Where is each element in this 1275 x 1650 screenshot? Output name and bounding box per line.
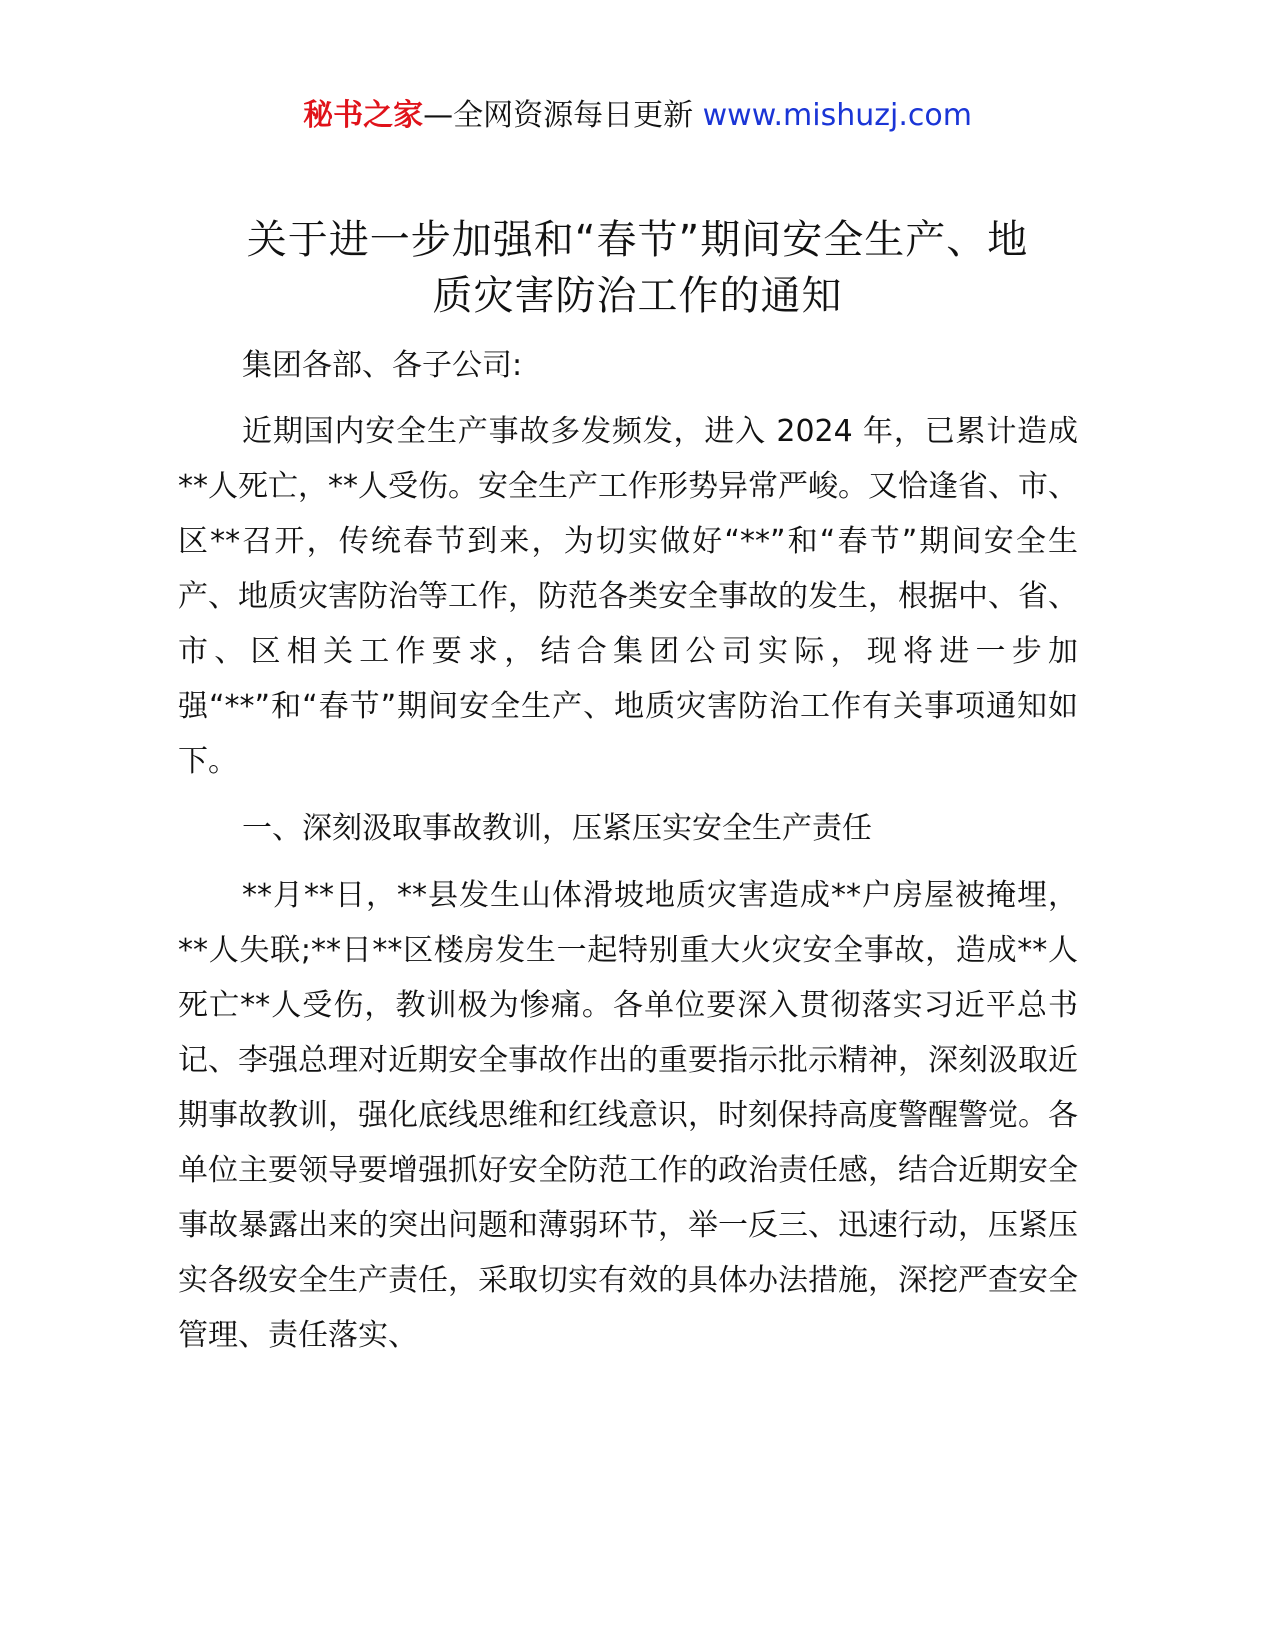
paragraph-intro: 近期国内安全生产事故多发频发，进入 2024 年，已累计造成**人死亡，**人受伤。安全生产工作形势异常严峻。又恰逢省、市、区**召开，传统春节到来，为切实做好“**”和“春节”期间安全生产、地质灾害防治等工作，防范各类安全事故的发生，根据中、省、市、区相关工作要求，结合集团公司实际，现将进一步加强“**”和“春节”期间安全生产、地质灾害防治工作有关事项通知如下。 [178, 414, 1078, 779]
title-line-1: 关于进一步加强和“春节”期间安全生产、地 [246, 217, 1029, 263]
site-url-link[interactable]: www.mishuzj.com [702, 98, 972, 133]
site-header [0, 96, 1275, 136]
section-heading-1: 一、深刻汲取事故教训，压紧压实安全生产责任 [242, 811, 872, 846]
header-tagline: —全网资源每日更新 [423, 98, 694, 133]
brand-name: 秘书之家 [303, 98, 424, 133]
paragraph-section-1: **月**日，**县发生山体滑坡地质灾害造成**户房屋被掩埋，**人失联;**日**区楼房发生一起特别重大火灾安全事故，造成**人死亡**人受伤，教训极为惨痛。各单位要深入贯彻落实习近平总书记、李强总理对近期安全事故作出的重要指示批示精神，深刻汲取近期事故教训，强化底线思维和红线意识，时刻保持高度警醒警觉。各单位主要领导要增强抓好安全防范工作的政治责任感，结合近期安全事故暴露出来的突出问题和薄弱环节，举一反三、迅速行动，压紧压实各级安全生产责任，采取切实有效的具体办法措施，深挖严查安全管理、责任落实、 [178, 878, 1078, 1353]
title-line-2: 质灾害防治工作的通知 [432, 273, 843, 319]
document-body [178, 338, 1078, 1375]
document-title [140, 212, 1135, 324]
salutation: 集团各部、各子公司: [242, 348, 523, 383]
